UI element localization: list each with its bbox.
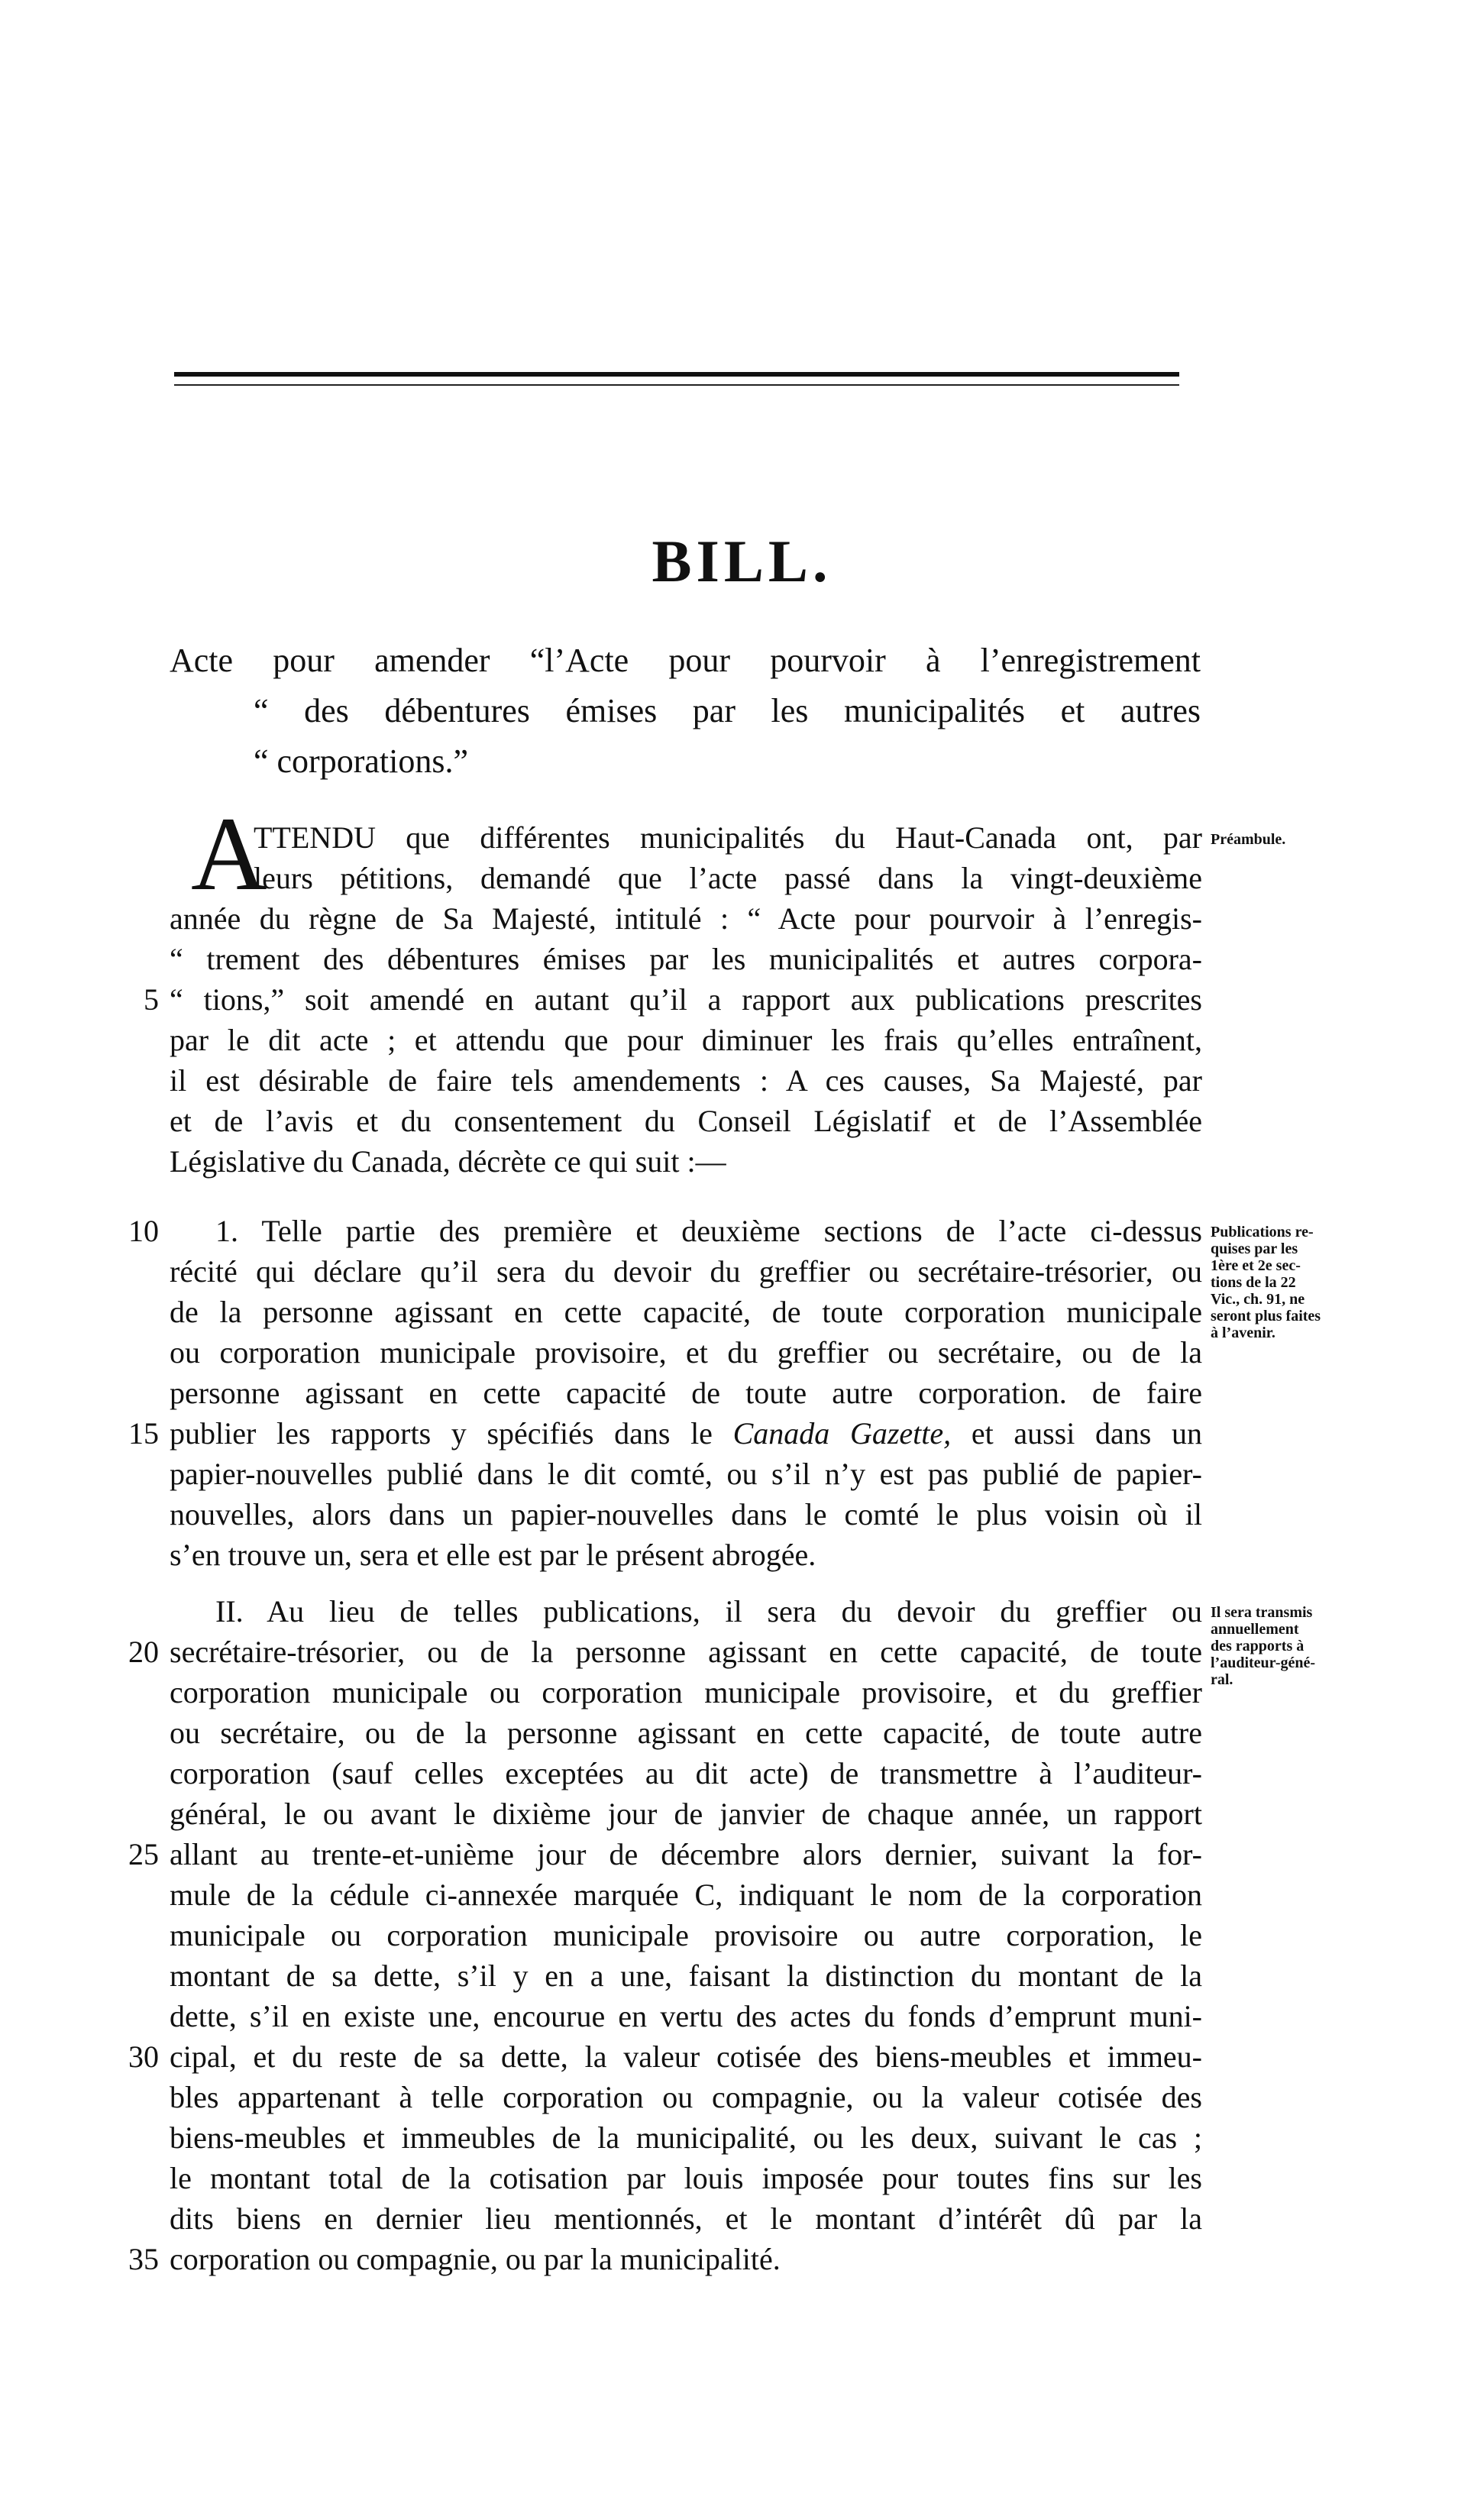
section-1-line: nouvelles, alors dans un papier-nouvelles dans le comté le plus voisin où il bbox=[170, 1497, 1202, 1532]
section-1-line: personne agissant en cette capacité de toute autre corporation. de faire bbox=[170, 1376, 1202, 1410]
section-1-line: récité qui déclare qu’il sera du devoir du greffier ou secrétaire-trésorier, ou bbox=[170, 1254, 1202, 1289]
preamble-line: par le dit acte ; et attendu que pour diminuer les frais qu’elles entraînent, bbox=[170, 1023, 1202, 1057]
margin-note-line: Il sera transmis bbox=[1211, 1604, 1313, 1621]
drop-cap: A bbox=[191, 795, 267, 912]
margin-note-line: à l’avenir. bbox=[1211, 1325, 1275, 1341]
section-2-line: dette, s’il en existe une, encourue en vertu des actes du fonds d’emprunt muni- bbox=[170, 1999, 1202, 2033]
section-2-line: bles appartenant à telle corporation ou compagnie, ou la valeur cotisée des bbox=[170, 2080, 1202, 2114]
section-1-line-tail: et aussi dans un bbox=[951, 1416, 1203, 1451]
section-1-line-gazette bbox=[170, 1413, 1202, 1454]
margin-note-section-1 bbox=[1211, 1224, 1363, 1341]
margin-note-line: annuellement bbox=[1211, 1621, 1299, 1638]
line-number: 10 bbox=[128, 1214, 159, 1248]
preamble-line: “ trement des débentures émises par les municipalités et autres corpora- bbox=[170, 942, 1202, 976]
preamble-line: leurs pétitions, demandé que l’acte passé dans la vingt-deuxième bbox=[254, 861, 1202, 895]
section-2-line: municipale ou corporation municipale provisoire ou autre corporation, le bbox=[170, 1918, 1202, 1952]
section-2-line: biens-meubles et immeubles de la municipalité, ou les deux, suivant le cas ; bbox=[170, 2120, 1202, 2155]
section-2-line: mule de la cédule ci-annexée marquée C, indiquant le nom de la corporation bbox=[170, 1878, 1202, 1912]
preamble-line: et de l’avis et du consentement du Conseil Législatif et de l’Assemblée bbox=[170, 1104, 1202, 1138]
margin-note-line: tions de la 22 bbox=[1211, 1274, 1296, 1291]
preamble-line: “ tions,” soit amendé en autant qu’il a rapport aux publications prescrites bbox=[170, 982, 1202, 1017]
bill-title: BILL. bbox=[651, 528, 833, 594]
margin-note-line: Vic., ch. 91, ne bbox=[1211, 1291, 1305, 1308]
section-2-line: ou secrétaire, ou de la personne agissant en cette capacité, de toute autre bbox=[170, 1716, 1202, 1750]
section-2-line: cipal, et du reste de sa dette, la valeur cotisée des biens-meubles et immeu- bbox=[170, 2039, 1202, 2074]
preamble-line: année du règne de Sa Majesté, intitulé : “ Acte pour pourvoir à l’enregis- bbox=[170, 901, 1202, 936]
margin-note-line: quises par les bbox=[1211, 1240, 1298, 1257]
section-2-line: allant au trente-et-unième jour de décembre alors dernier, suivant la for- bbox=[170, 1837, 1202, 1871]
section-2-line: général, le ou avant le dixième jour de janvier de chaque année, un rapport bbox=[170, 1797, 1202, 1831]
line-number: 25 bbox=[128, 1837, 159, 1871]
section-1-line: 1. Telle partie des première et deuxième sections de l’acte ci-dessus bbox=[215, 1214, 1202, 1248]
canada-gazette-text: Canada Gazette, bbox=[732, 1416, 952, 1451]
line-number: 20 bbox=[128, 1635, 159, 1669]
section-1-line-head: publier les rapports y spécifiés dans le bbox=[170, 1416, 733, 1451]
section-2-paragraph bbox=[170, 1591, 1202, 2279]
margin-note-preamble: Préambule. bbox=[1211, 831, 1286, 848]
section-1-line: de la personne agissant en cette capacité, de toute corporation municipale bbox=[170, 1295, 1202, 1329]
preamble-paragraph bbox=[170, 817, 1202, 1182]
margin-note-line: seront plus faites bbox=[1211, 1308, 1321, 1325]
margin-note-section-2 bbox=[1211, 1604, 1363, 1688]
margin-note-line: 1ère et 2e sec- bbox=[1211, 1257, 1301, 1274]
preamble-line: il est désirable de faire tels amendements : A ces causes, Sa Majesté, par bbox=[170, 1063, 1202, 1098]
section-1-line: papier-nouvelles publié dans le dit comté, ou s’il n’y est pas publié de papier- bbox=[170, 1457, 1202, 1491]
section-2-line: corporation municipale ou corporation municipale provisoire, et du greffier bbox=[170, 1675, 1202, 1709]
section-2-line: dits biens en dernier lieu mentionnés, et le montant d’intérêt dû par la bbox=[170, 2201, 1202, 2236]
header-rule-thin bbox=[174, 384, 1179, 386]
margin-note-line: Publications re- bbox=[1211, 1224, 1314, 1240]
preamble-line: TTENDU que différentes municipalités du Haut-Canada ont, par bbox=[254, 820, 1202, 855]
section-2-line: secrétaire-trésorier, ou de la personne agissant en cette capacité, de toute bbox=[170, 1635, 1202, 1669]
section-2-line: corporation ou compagnie, ou par la municipalité. bbox=[170, 2242, 781, 2276]
line-number: 5 bbox=[144, 982, 159, 1017]
margin-note-line: ral. bbox=[1211, 1671, 1233, 1688]
line-number: 15 bbox=[128, 1416, 159, 1451]
section-2-line: le montant total de la cotisation par louis imposée pour toutes fins sur les bbox=[170, 2161, 1202, 2195]
margin-note-line: des rapports à bbox=[1211, 1638, 1305, 1654]
subtitle-line-2: “ des débentures émises par les municipalités et autres bbox=[254, 692, 1201, 729]
section-1-paragraph bbox=[170, 1211, 1202, 1575]
bill-subtitle bbox=[170, 636, 1201, 787]
section-1-line: s’en trouve un, sera et elle est par le présent abrogée. bbox=[170, 1538, 816, 1572]
header-rule-thick bbox=[174, 372, 1179, 377]
preamble-line: Législative du Canada, décrète ce qui suit :— bbox=[170, 1144, 726, 1179]
subtitle-line-1: Acte pour amender “l’Acte pour pourvoir à l’enregistrement bbox=[170, 642, 1201, 679]
section-1-line: ou corporation municipale provisoire, et du greffier ou secrétaire, ou de la bbox=[170, 1335, 1202, 1370]
line-number: 30 bbox=[128, 2039, 159, 2074]
line-number: 35 bbox=[128, 2242, 159, 2276]
section-2-line: montant de sa dette, s’il y en a une, faisant la distinction du montant de la bbox=[170, 1958, 1202, 1993]
section-2-line: corporation (sauf celles exceptées au dit acte) de transmettre à l’auditeur- bbox=[170, 1756, 1202, 1790]
margin-note-line: l’auditeur-géné- bbox=[1211, 1654, 1316, 1671]
section-2-line: II. Au lieu de telles publications, il sera du devoir du greffier ou bbox=[215, 1594, 1202, 1629]
subtitle-line-3: “ corporations.” bbox=[254, 742, 468, 780]
